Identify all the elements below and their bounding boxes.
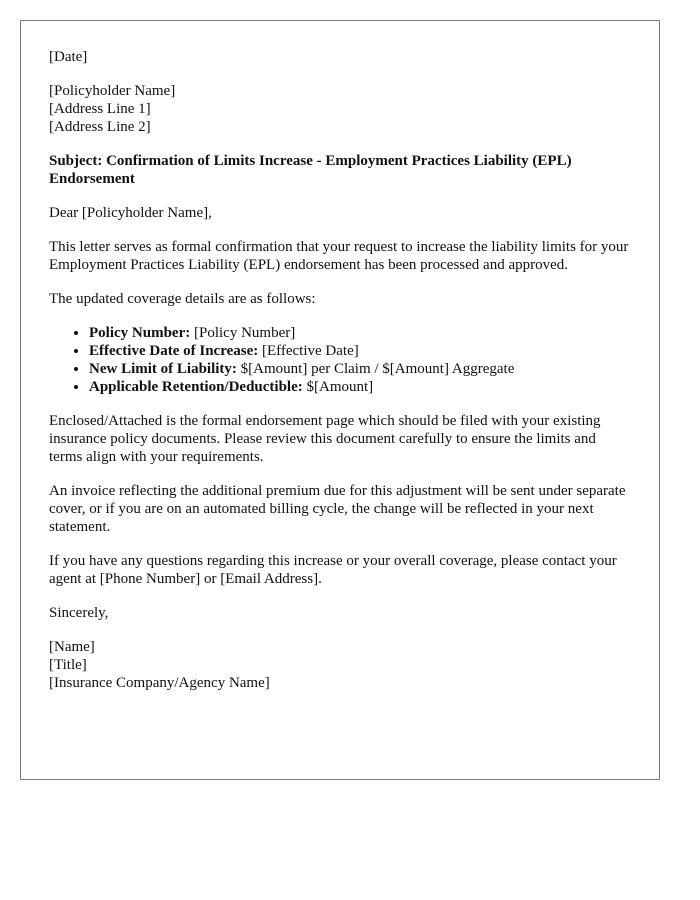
signer-name: [Name] xyxy=(49,639,95,655)
detail-value: $[Amount] per Claim / $[Amount] Aggregate xyxy=(236,361,515,377)
address-line-2: [Address Line 2] xyxy=(49,119,151,135)
detail-item-effective-date xyxy=(89,342,631,360)
detail-item-retention xyxy=(89,378,631,396)
detail-label: New Limit of Liability: xyxy=(89,361,237,377)
date-block xyxy=(49,48,631,66)
subject-line: Subject: Confirmation of Limits Increase - Employment Practices Liability (EPL) Endorsement xyxy=(49,153,572,187)
signature-block xyxy=(49,638,631,692)
coverage-details-list xyxy=(49,324,631,396)
recipient-address xyxy=(49,82,631,136)
detail-label: Policy Number: xyxy=(89,325,191,341)
signer-company: [Insurance Company/Agency Name] xyxy=(49,675,270,691)
detail-label: Effective Date of Increase: xyxy=(89,343,259,359)
detail-value: $[Amount] xyxy=(302,379,374,395)
detail-item-policy-number xyxy=(89,324,631,342)
detail-value: [Effective Date] xyxy=(258,343,359,359)
invoice-paragraph: An invoice reflecting the additional premium due for this adjustment will be sent under separate cover, or if you are on an automated billing cycle, the change will be reflected in your next statement. xyxy=(49,483,626,535)
closing: Sincerely, xyxy=(49,605,109,621)
letter-body xyxy=(49,48,631,708)
details-intro: The updated coverage details are as follows: xyxy=(49,291,316,307)
address-line-1: [Address Line 1] xyxy=(49,101,151,117)
enclosure-paragraph: Enclosed/Attached is the formal endorsement page which should be filed with your existing insurance policy documents. Please review this document carefully to ensure the limits and terms align with your requirements. xyxy=(49,413,601,465)
letter-date: [Date] xyxy=(49,49,88,65)
detail-value: [Policy Number] xyxy=(190,325,296,341)
letter-frame xyxy=(20,20,660,780)
recipient-name: [Policyholder Name] xyxy=(49,83,176,99)
contact-paragraph: If you have any questions regarding this increase or your overall coverage, please contact your agent at [Phone Number] or [Email Address]. xyxy=(49,553,617,587)
detail-label: Applicable Retention/Deductible: xyxy=(89,379,303,395)
intro-paragraph: This letter serves as formal confirmation that your request to increase the liability limits for your Employment Practices Liability (EPL) endorsement has been processed and approved. xyxy=(49,239,629,273)
signer-title: [Title] xyxy=(49,657,87,673)
detail-item-new-limit xyxy=(89,360,631,378)
salutation: Dear [Policyholder Name], xyxy=(49,205,212,221)
